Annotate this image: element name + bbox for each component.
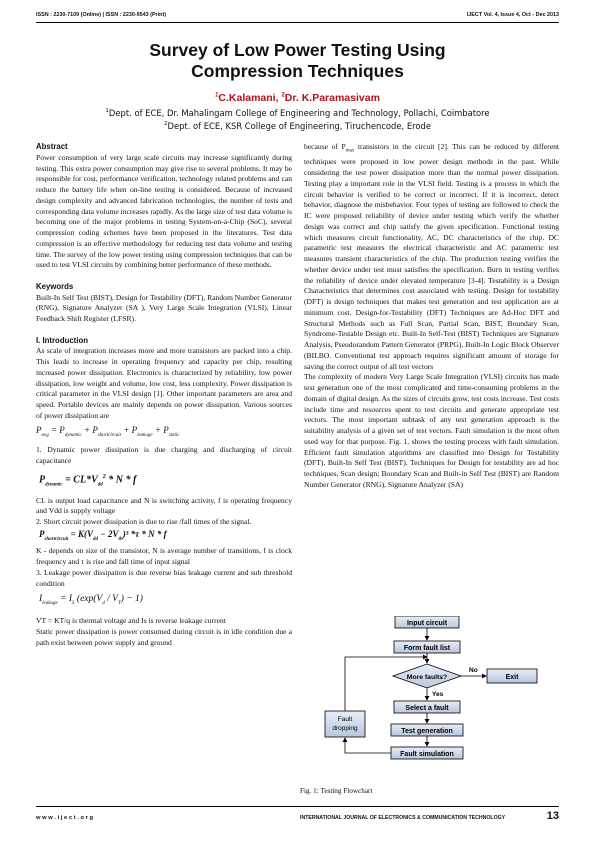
pmax-prefix: because of P: [304, 142, 346, 151]
fault-dropping-box: [325, 711, 365, 737]
item-short-circuit-power: 2. Short circuit power dissipation is due to rise /fall times of the signal.: [36, 517, 252, 527]
fault-dropping-label-2: dropping: [332, 725, 358, 732]
more-faults-label: More faults?: [406, 674, 448, 681]
paper-title: [0, 40, 595, 82]
affiliation-1: [0, 108, 595, 118]
footer-website: w w w . i j e c t . o r g: [36, 815, 94, 821]
author-2-sup: 2: [281, 92, 285, 99]
author-1-sup: 1: [215, 92, 219, 99]
static-power-text: Static power dissipation is power consumed during circuit is in idle condition due a path exist between power supply and ground: [36, 626, 292, 647]
no-label: No: [469, 667, 478, 674]
footer-journal-name: INTERNATIONAL JOURNAL OF ELECTRONICS & COMMUNICATION TECHNOLOGY: [300, 815, 506, 821]
header-rule: [36, 22, 559, 23]
figure-caption: Fig. 1: Testing Flowchart: [300, 787, 373, 795]
fault-simulation-label: Fault simulation: [400, 751, 454, 758]
issn-header: ISSN : 2230-7109 (Online) | ISSN : 2230-9543 (Print): [36, 12, 167, 18]
keywords-heading: Keywords: [36, 281, 74, 291]
affiliation-1-sup: 1: [105, 108, 109, 115]
abstract-heading: Abstract: [36, 142, 68, 151]
right-paragraph-1-body: transistors in the circuit [2]. This can be reduced by different techniques were proposed in low power design methods in the past. While considering the test power dissipation more than the normal power dissipation. Testing play a important role in the VLSI field. Testing is a process in which the circuit behavior is verified to be correct or incorrect. If it is incorrect, detect behavior, diagnose the misbehavior. Four types of testing are followed to check the IC were proposed reliability of device under testing which verify the whether design was correct and chip satisfy the given specification. Functional testing which measures circuit functionality, AC, DC characteristics of the chip. DC parametric test measures the electrical characteristic and AC parametric test measures transient characteristics of the chip. The production testing verifies the whether device under test must satisfies the specification. Burn in testing verifies the reliability of device under elevated temperature [3-4]. Testability is a Design Characteristics that determines cost associated with testing. Design for testability (DFT) is design techniques that makes test generation and test application are at minimum cost. Design-for-Testability (DFT) Techniques are Ad-Hoc DFT and Structural Methods such as Full Scan, Partial Scan, BIST, Boundary Scan, Syndrome-Testable Design etc. Built-In Self-Test (BIST) Techniques are Signature Analysis, Pseudorandom Pattern Generator (PRPG), Built-In Logic Block Observer (BILBO. Conventional test approach requires significant amount of storage for saving the correct output of all test vectors: [304, 142, 559, 371]
leakage-description: VT = KT/q is thermal voltage and Is is reverse leakage current: [36, 616, 226, 626]
affiliation-2-sup: 2: [164, 121, 168, 128]
affiliation-1-text: Dept. of ECE, Dr. Mahalingam College of Engineering and Technology, Pollachi, Coimbatore: [108, 108, 490, 118]
keywords-text: Built-In Self Test (BIST), Design for Testability (DFT), Random Number Generator (RNG), Signature Analyzer (SA ), Very Large Scale Integration (VLSI), Linear Feedback Shift Register (LFSR).: [36, 292, 292, 323]
fault-dropping-label-1: Fault: [337, 716, 353, 723]
exit-label: Exit: [505, 674, 519, 681]
page-number: 13: [546, 810, 559, 822]
affiliation-2-text: Dept. of ECE, KSR College of Engineering, Tiruchencode, Erode: [167, 121, 431, 131]
affiliation-2: [0, 121, 595, 131]
test-generation-label: Test generation: [401, 728, 453, 735]
short-circuit-description: K - depends on size of the transistor, N is average number of transitions, f is clock frequency and τ is rise and fall time of input signal: [36, 546, 292, 567]
equation-total-power: $P_{avg} = P_{dynamic} + P_{shortcircuit} + P_{leakage} + P_{static}$: [36, 424, 180, 438]
author-list: [0, 92, 595, 104]
left-column: [36, 142, 292, 648]
author-2: Dr. K.Paramasivam: [284, 92, 380, 104]
journal-issue-header: IJECT Vol. 4, Issue 4, Oct - Dec 2013: [466, 12, 559, 18]
pmax-subscript: max: [345, 148, 355, 154]
yes-label: Yes: [432, 691, 444, 698]
intro-paragraph: As scale of integration increases more and more transistors are packed into a chip. This leads to increase in operating frequency and capacity per chip, resulting increased power dissipation. Electronics is characterized by reliability, low power dissipation, low weight and volume, low cost, less complexity. Power dissipation is critical parameter in the VLSI design [1]. Other important parameters are area and speed. Portable devices are mainly depends on power dissipation. Various sources of power dissipation are: [36, 346, 292, 420]
dynamic-power-description: CL is output load capacitance and N is switching activity, f is operating frequency and Vdd is supply voltage: [36, 495, 292, 516]
equation-short-circuit-power: $P_{shortcircuit} = K(V_{dd} - 2V_{th})^3$ *τ * N * f: [39, 528, 167, 542]
intro-heading: I. Introduction: [36, 335, 88, 345]
right-paragraph-2: The complexity of modern Very Large Scale Integration (VLSI) circuits has made test generation one of the most complicated and time-consuming problems in the domain of digital design. As the sizes of circuits grow, test costs increase. Test costs include time and resources spent to test circuits and generate appropriate test vectors. The most important subtask of any test generation approach is the suitability analysis of a given set of test vectors. Fault simulation is the most often used way for that purpose. Fig. 1, shows the testing process with fault simulation. Efficient fault simulation algorithms are classified into Design for Testability (DFT), Built-In Self Test (BIST). Techniques for Design for testability are ad hoc techniques, Scan design; Boundary Scan and Built-in Self Test (BIST) are Random Number Generator (RNG), Signature Analyzer (SA): [304, 372, 559, 489]
equation-dynamic-power: $P_{dynamic} = CL*V_{dd}^2 * N * f$: [39, 473, 137, 487]
input-circuit-label: Input circuit: [406, 620, 448, 627]
title-line-2: Compression Techniques: [191, 61, 404, 81]
item-leakage-power: 3. Leakage power dissipation is due reverse bias leakage current and sub threshold condition: [36, 567, 292, 588]
equation-leakage-current: $I_{leakage} = I_S$ $(\exp(V_d / V_T) - 1)$: [39, 594, 143, 607]
right-paragraph-1: [304, 142, 559, 372]
abstract-text: Power consumption of very large scale circuits may increase significantly during testing. This extra power consumption may give rise to several problems. It may be responsible for cost, performance verification, technology related problems and can reduce the battery life when on-line testing is considered. Because of increased design complexity and advanced fabrication technologies, the number of tests and corresponding data volume increases rapidly. As the large size of test data volume is becoming one of the major problems in testing System-on-a-Chip (SoC), several compression coding schemes have been proposed in the literatures. Test data compression is an effective methodology for reducing test data volume and testing time. The survey of the low power testing using compression techniques that can be used to test VLSI circuits by combining better performance of these methods.: [36, 152, 292, 270]
select-fault-label: Select a fault: [405, 705, 449, 712]
right-column: [304, 142, 559, 491]
footer-rule: [36, 806, 559, 807]
author-1: C.Kalamani,: [218, 92, 282, 104]
testing-flowchart: [305, 616, 557, 768]
form-fault-list-label: Form fault list: [403, 645, 451, 652]
title-line-1: Survey of Low Power Testing Using: [149, 40, 446, 60]
arrow-to-dropping: [345, 738, 391, 753]
item-dynamic-power: 1. Dynamic power dissipation is due charging and discharging of circuit capacitance: [36, 445, 292, 465]
